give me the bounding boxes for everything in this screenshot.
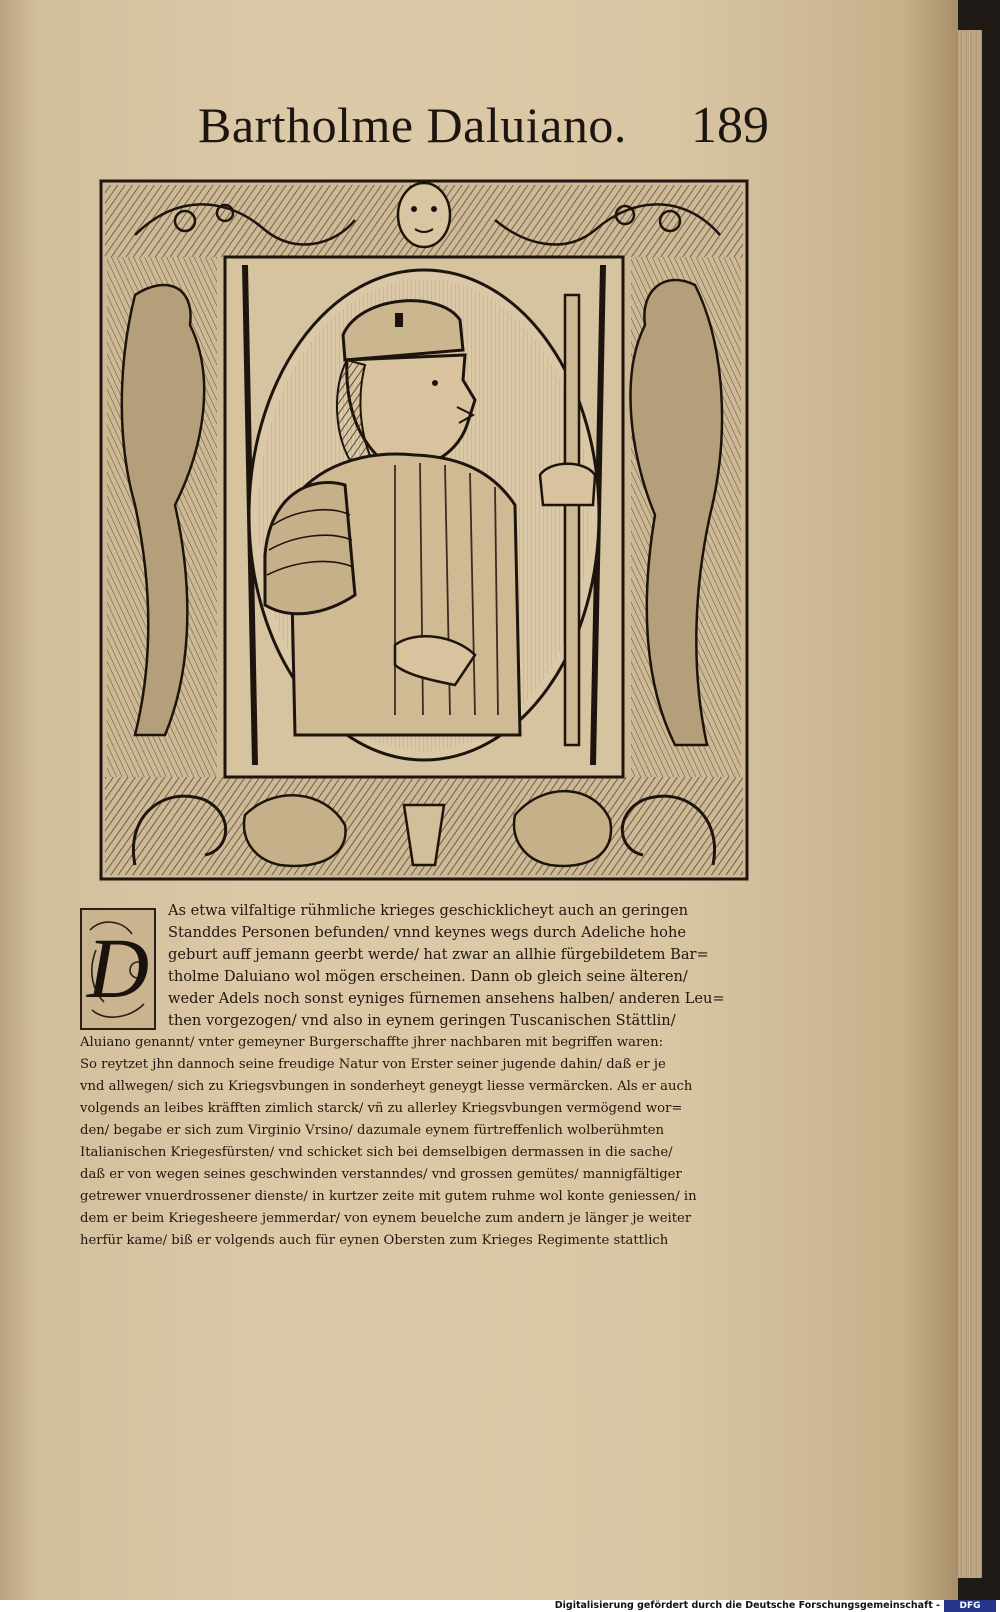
page-number: 189: [691, 97, 769, 154]
text-line-3: geburt auff jemann geerbt werde/ hat zwar an allhie fürgebildetem Bar=: [168, 946, 709, 963]
text-line-4: tholme Daluiano wol mögen erscheinen. Dann ob gleich seine älteren/: [168, 968, 688, 985]
text-line-5: weder Adels noch sonst eyniges fürnemen ansehens halben/ anderen Leu=: [168, 990, 725, 1007]
text-line-10: volgends an leibes kräfften zimlich starck/ vñ zu allerley Kriegsvbungen vermögend wor=: [80, 1101, 683, 1116]
text-line-12: Italianischen Kriegesfürsten/ vnd schicket sich bei demselbigen dermassen in die sache/: [80, 1145, 673, 1160]
dfg-logo: DFG: [944, 1600, 996, 1612]
text-line-16: herfür kame/ biß er volgends auch für eynen Obersten zum Krieges Regimente stattlich: [80, 1233, 669, 1248]
footer-credit: Digitalisierung gefördert durch die Deutsche Forschungsgemeinschaft -: [554, 1600, 940, 1611]
text-line-14: getrewer vnuerdrossener dienste/ in kurtzer zeite mit gutem ruhme wol konte geniessen/ in: [80, 1189, 697, 1204]
text-line-2: Standdes Personen befunden/ vnnd keynes wegs durch Adeliche hohe: [168, 924, 687, 941]
text-line-8: So reytzet jhn dannoch seine freudige Natur von Erster seiner jugende dahin/ daß er je: [80, 1057, 666, 1072]
text-line-13: daß er von wegen seines geschwinden verstanndes/ vnd grossen gemütes/ mannigfältiger: [80, 1167, 682, 1182]
initial-letter: D: [86, 920, 150, 1016]
portrait-woodcut: [95, 175, 753, 885]
text-line-11: den/ begabe er sich zum Virginio Vrsino/ dazumale eynem fürtreffenlich wolberühmten: [80, 1123, 664, 1138]
portrait-woodcut-illustration: [95, 175, 753, 885]
body-text: [80, 902, 770, 1292]
text-line-9: vnd allwegen/ sich zu Kriegsvbungen in sonderheyt geneygt liesse vermärcken. Als er auch: [80, 1079, 693, 1094]
text-line-7: Aluiano genannt/ vnter gemeyner Burgerschaffte jhrer nachbaren mit begriffen waren:: [80, 1035, 664, 1050]
page-edges: [958, 30, 982, 1578]
footer-bar: [0, 1600, 1000, 1612]
page-header: [198, 96, 798, 166]
decorated-initial: [80, 908, 156, 1030]
text-line-6: then vorgezogen/ vnd also in eynem geringen Tuscanischen Stättlin/: [168, 1012, 676, 1029]
text-line-1: As etwa vilfaltige rühmliche krieges geschicklicheyt auch an geringen: [168, 902, 688, 919]
text-line-15: dem er beim Kriegesheere jemmerdar/ von eynem beuelche zum andern je länger je weiter: [80, 1211, 692, 1226]
running-title: Bartholme Daluiano.: [198, 97, 627, 153]
